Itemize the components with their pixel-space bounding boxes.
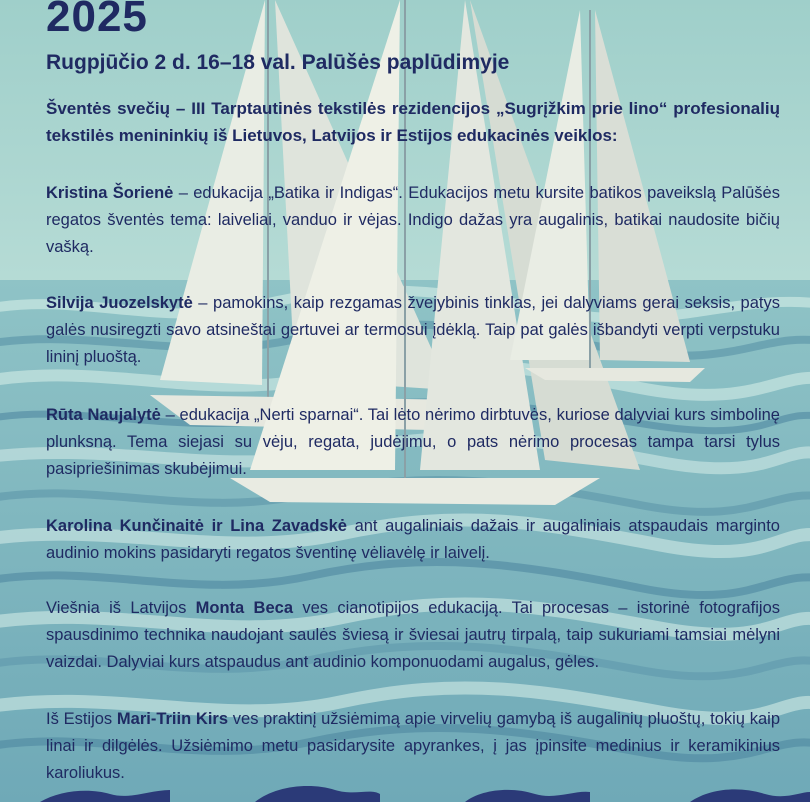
workshop-item-1: Kristina Šorienė – edukacija „Batika ir Indigas“. Edukacijos metu kursite batikos paveikslą Palūšės regatos šventės tema: laiveliai, vanduo ir vėjas. Indigo dažas yra augalinis, batikai naudosite bičių vašką. — [46, 184, 780, 256]
workshop-item-6: Iš Estijos Mari-Triin Kirs ves praktinį užsiėmimą apie virvelių gamybą iš augalinių pluoštų, tokių kaip linai ir dilgėlės. Užsiėmimo metu pasidarysite apyrankes, į jas įpinsite medinius ir keramikinius karoliukus. — [46, 710, 780, 782]
event-date-location: Rugpjūčio 2 d. 16–18 val. Palūšės paplūdimyje — [46, 51, 510, 74]
artist-name: Kristina Šorienė — [46, 184, 174, 202]
workshop-item-5: Viešnia iš Latvijos Monta Beca ves cianotipijos edukaciją. Tai procesas – istorinė fotografijos spausdinimo technika naudojant saulės šviesą ir šviesai jautrų tirpalą, taip sukuriami tamsiai mėlyni vaizdai. Dalyviai kurs atspaudus ant audinio komponuodami augalus, gėles. — [46, 599, 780, 671]
artist-name: Monta Beca — [195, 599, 293, 617]
event-year: 2025 — [46, 0, 148, 41]
intro-text: Šventės svečių – III Tarptautinės tekstilės rezidencijos „Sugrįžkim prie lino“ profesionalių tekstilės menininkių iš Lietuvos, Latvijos ir Estijos edukacinės veiklos: — [46, 99, 780, 145]
artist-name: Silvija Juozelskytė — [46, 294, 193, 312]
workshop-item-2: Silvija Juozelskytė – pamokins, kaip rezgamas žvejybinis tinklas, jei dalyviams gerai seksis, patys galės nusiregzti savo atsineštai gertuvei ar termosui įdėklą. Taip pat galės išbandyti verpti verpstuku lininį pluoštą. — [46, 294, 780, 366]
artist-name: Rūta Naujalytė — [46, 406, 161, 424]
workshop-item-4: Karolina Kunčinaitė ir Lina Zavadskė ant augaliniais dažais ir augaliniais atspaudais marginto audinio mokins pasidaryti regatos šventinę vėliavėlę ir laivelį. — [46, 517, 780, 562]
artist-name: Mari-Triin Kirs — [116, 710, 229, 728]
workshop-item-3: Rūta Naujalytė – edukacija „Nerti sparnai“. Tai lėto nėrimo dirbtuvės, kuriose dalyviai kurs simbolinę plunksną. Tema siejasi su vėju, regata, judėjimu, o pats nėrimo procesas tampa tarsi tylus pasipriešinimas skubėjimui. — [46, 406, 780, 478]
artist-name: Karolina Kunčinaitė ir Lina Zavadskė — [46, 517, 347, 535]
